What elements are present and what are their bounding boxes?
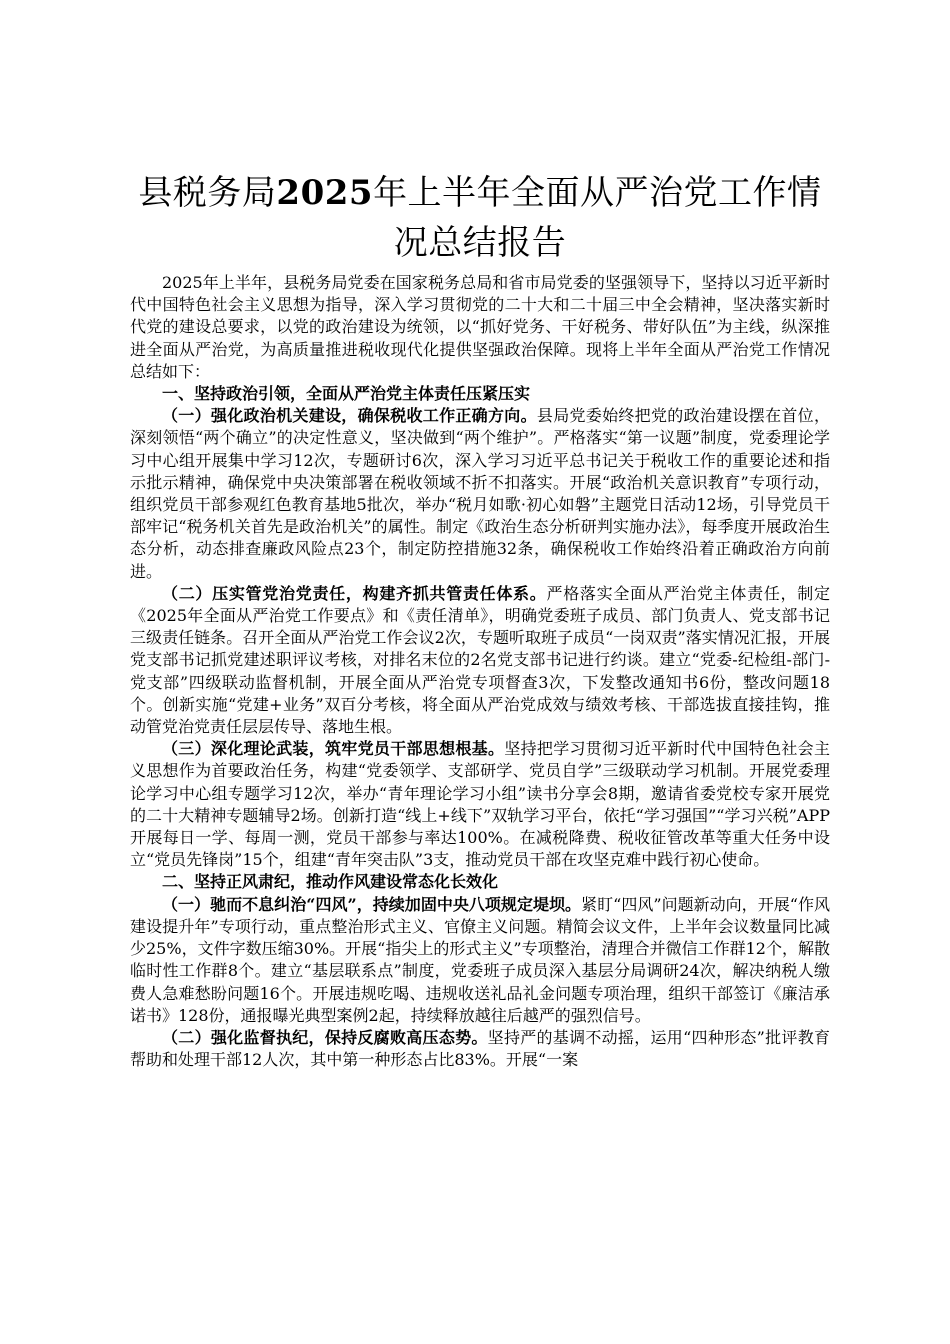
paragraph-lead: （二）压实管党治党责任，构建齐抓共管责任体系。 [162, 583, 547, 603]
title-year: 2025 [276, 173, 374, 213]
paragraph-lead: （三）深化理论武装，筑牢党员干部思想根基。 [162, 739, 505, 759]
intro-paragraph: 2025年上半年，县税务局党委在国家税务总局和省市局党委的坚强领导下，坚持以习近平新时代中国特色社会主义思想为指导，深入学习贯彻党的二十大和二十届三中全会精神，坚决落实新时代党的建设总要求，以党的政治建设为统领，以“抓好党务、干好税务、带好队伍”为主线，纵深推进全面从严治党，为高质量推进税收现代化提供坚强政治保障。现将上半年全面从严治党工作情况总结如下： [130, 273, 830, 381]
section-heading-2: 二、坚持正风肃纪，推动作风建设常态化长效化 [162, 872, 499, 892]
title-suffix: 年上半年全面从严治党工作情况总结报告 [373, 173, 822, 263]
body-paragraph [130, 1027, 830, 1071]
body-paragraph [130, 583, 830, 738]
paragraph-lead: （二）强化监督执纪，保持反腐败高压态势。 [162, 1027, 488, 1047]
paragraph-text: 严格落实全面从严治党主体责任，制定《2025年全面从严治党工作要点》和《责任清单》，明确党委班子成员、部门负责人、党支部书记三级责任链条。召开全面从严治党工作会议2次，专题听取班子成员“一岗双责”落实情况汇报，开展党支部书记抓党建述职评议考核，对排名末位的2名党支部书记进行约谈。建立“党委-纪检组-部门-党支部”四级联动监督机制，开展全面从严治党专项督查3次，下发整改通知书6份，整改问题18个。创新实施“党建+业务”双百分考核，将全面从严治党成效与绩效考核、干部选拔直接挂钩，推动管党治党责任层层传导、落地生根。 [130, 583, 830, 737]
paragraph-text: 坚持把学习贯彻习近平新时代中国特色社会主义思想作为首要政治任务，构建“党委领学、支部研学、党员自学”三级联动学习机制。开展党委理论学习中心组专题学习12次，举办“青年理论学习小组”读书分享会8期，邀请省委党校专家开展党的二十大精神专题辅导2场。创新打造“线上+线下”双轨学习平台，依托“学习强国”“学习兴税”APP开展每日一学、每周一测，党员干部参与率达100%。在减税降费、税收征管改革等重大任务中设立“党员先锋岗”15个，组建“青年突击队”3支，推动党员干部在攻坚克难中践行初心使命。 [130, 739, 830, 870]
section-heading-1: 一、坚持政治引领，全面从严治党主体责任压紧压实 [162, 384, 531, 404]
paragraph-text: 县局党委始终把党的政治建设摆在首位，深刻领悟“两个确立”的决定性意义，坚决做到“两个维护”。严格落实“第一议题”制度，党委理论学习中心组开展集中学习12次，专题研讨6次，深入学习习近平总书记关于税收工作的重要论述和指示批示精神，确保党中央决策部署在税收领域不折不扣落实。开展“政治机关意识教育”专项行动，组织党员干部参观红色教育基地5批次，举办“税月如歌·初心如磐”主题党日活动12场，引导党员干部牢记“税务机关首先是政治机关”的属性。制定《政治生态分析研判实施办法》，每季度开展政治生态分析，动态排查廉政风险点23个，制定防控措施32条，确保税收工作始终沿着正确政治方向前进。 [130, 406, 830, 581]
body-paragraph [130, 894, 830, 1027]
document-title [130, 168, 830, 268]
paragraph-lead: （一）驰而不息纠治“四风”，持续加固中央八项规定堤坝。 [162, 894, 582, 914]
document-page [130, 168, 830, 1071]
paragraph-text: 坚持严的基调不动摇，运用“四种形态”批评教育帮助和处理干部12人次，其中第一种形态占比83%。开展“一案 [130, 1027, 830, 1070]
body-paragraph [130, 738, 830, 871]
paragraph-lead: （一）强化政治机关建设，确保税收工作正确方向。 [162, 406, 537, 426]
body-paragraph [130, 405, 830, 583]
title-prefix: 县税务局 [138, 173, 277, 213]
paragraph-text: 紧盯“四风”问题新动向，开展“作风建设提升年”专项行动，重点整治形式主义、官僚主义问题。精简会议文件，上半年会议数量同比减少25%，文件字数压缩30%。开展“指尖上的形式主义”专项整治，清理合并微信工作群12个，解散临时性工作群8个。建立“基层联系点”制度，党委班子成员深入基层分局调研24次，解决纳税人缴费人急难愁盼问题16个。开展违规吃喝、违规收送礼品礼金问题专项治理，组织干部签订《廉洁承诺书》128份，通报曝光典型案例2起，持续释放越往后越严的强烈信号。 [130, 894, 830, 1025]
